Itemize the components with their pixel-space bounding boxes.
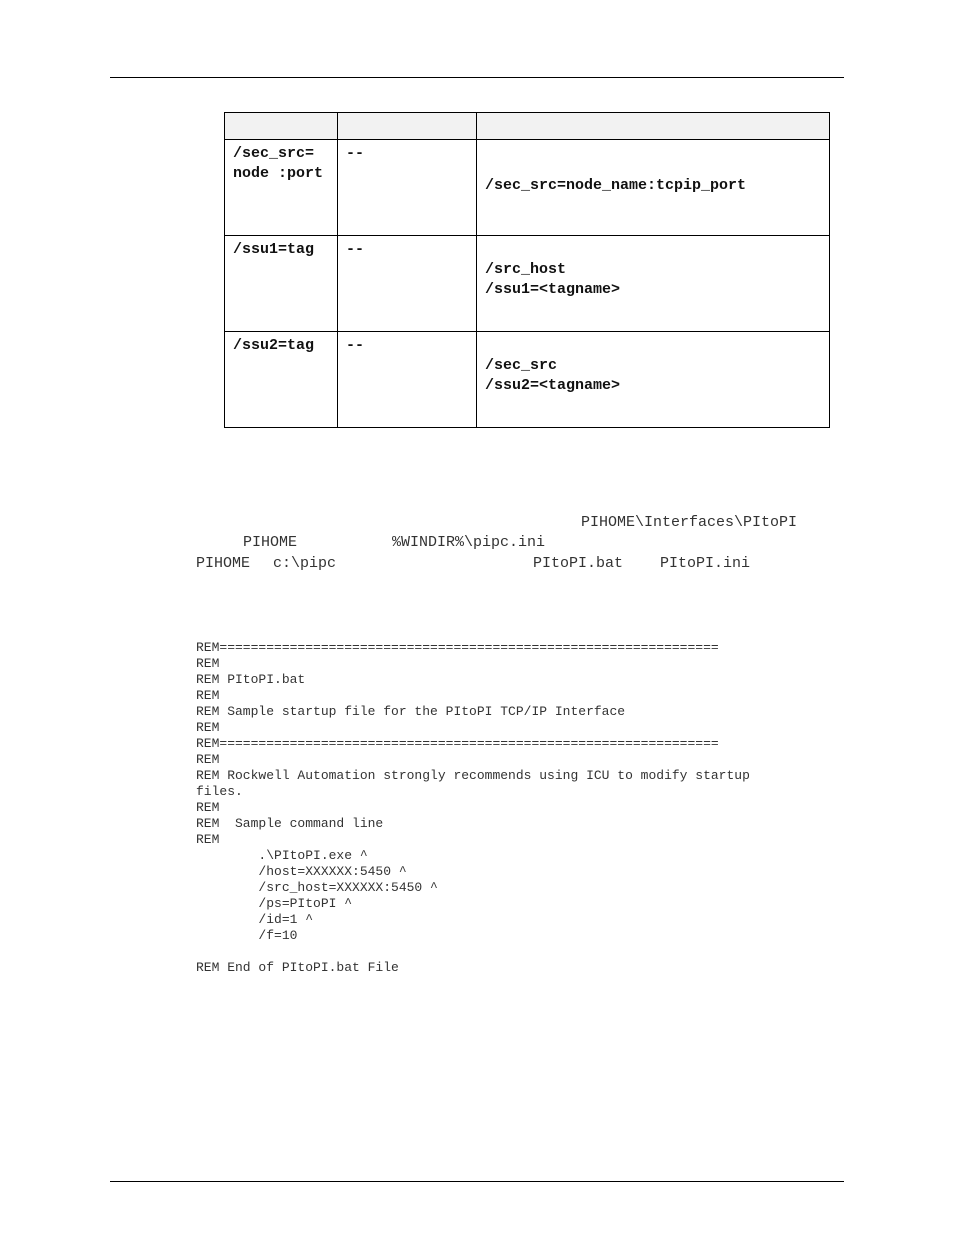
pihome-text: PIHOME (243, 534, 298, 551)
default-value: -- (346, 337, 365, 354)
ini-filename-text: PItoPI.ini (660, 555, 751, 572)
table-row (225, 332, 830, 428)
param-name-line: /sec_src= (233, 145, 315, 162)
description-cell (477, 236, 830, 332)
param-name-line: /ssu2=tag (233, 337, 315, 354)
syntax-line: /sec_src (485, 357, 558, 374)
header-cell-default (338, 113, 477, 140)
param-cell (225, 332, 338, 428)
code-line: REM Sample command line (196, 816, 384, 831)
code-line: /src_host=XXXXXX:5450 ^ (196, 880, 438, 895)
param-name-line: node :port (233, 165, 324, 182)
header-rule (110, 77, 844, 78)
sample-startup-file-code (196, 640, 750, 976)
code-line: REM================================================================ (196, 736, 719, 751)
code-line: REM (196, 720, 220, 735)
default-cell (338, 140, 477, 236)
code-line: .\PItoPI.exe ^ (196, 848, 368, 863)
param-name-line: /ssu1=tag (233, 241, 315, 258)
header-cell-description (477, 113, 830, 140)
table-header-row (225, 113, 830, 140)
code-line: REM End of PItoPI.bat File (196, 960, 399, 975)
default-cell (338, 332, 477, 428)
code-line: /f=10 (196, 928, 298, 943)
code-line: REM PItoPI.bat (196, 672, 306, 687)
code-line: REM (196, 832, 220, 847)
code-line: REM Sample startup file for the PItoPI TCP/IP Interface (196, 704, 626, 719)
table-row (225, 236, 830, 332)
code-line: /ps=PItoPI ^ (196, 896, 353, 911)
table-row (225, 140, 830, 236)
code-line: /id=1 ^ (196, 912, 314, 927)
header-cell-parameter (225, 113, 338, 140)
code-line: REM (196, 752, 220, 767)
interfaces-path-text: PIHOME\Interfaces\PItoPI (581, 514, 798, 531)
pipc-directory-text: c:\pipc (273, 555, 337, 572)
bat-filename-text: PItoPI.bat (533, 555, 624, 572)
default-cell (338, 236, 477, 332)
param-cell (225, 236, 338, 332)
default-value: -- (346, 145, 365, 162)
code-line: REM (196, 800, 220, 815)
pipc-ini-path-text: %WINDIR%\pipc.ini (392, 534, 546, 551)
code-line (196, 944, 750, 960)
code-line: REM (196, 688, 220, 703)
code-line: files. (196, 784, 243, 799)
code-line: /host=XXXXXX:5450 ^ (196, 864, 407, 879)
code-line: REM Rockwell Automation strongly recommends using ICU to modify startup (196, 768, 750, 783)
footer-rule (110, 1181, 844, 1182)
parameter-table (224, 112, 830, 428)
code-line: REM (196, 656, 220, 671)
syntax-line: /ssu1=<tagname> (485, 281, 621, 298)
description-cell (477, 332, 830, 428)
pihome-text: PIHOME (196, 555, 251, 572)
param-cell (225, 140, 338, 236)
description-cell (477, 140, 830, 236)
syntax-line: /sec_src=node_name:tcpip_port (485, 177, 747, 194)
syntax-line: /src_host (485, 261, 567, 278)
default-value: -- (346, 241, 365, 258)
syntax-line: /ssu2=<tagname> (485, 377, 621, 394)
code-line: REM================================================================ (196, 640, 719, 655)
